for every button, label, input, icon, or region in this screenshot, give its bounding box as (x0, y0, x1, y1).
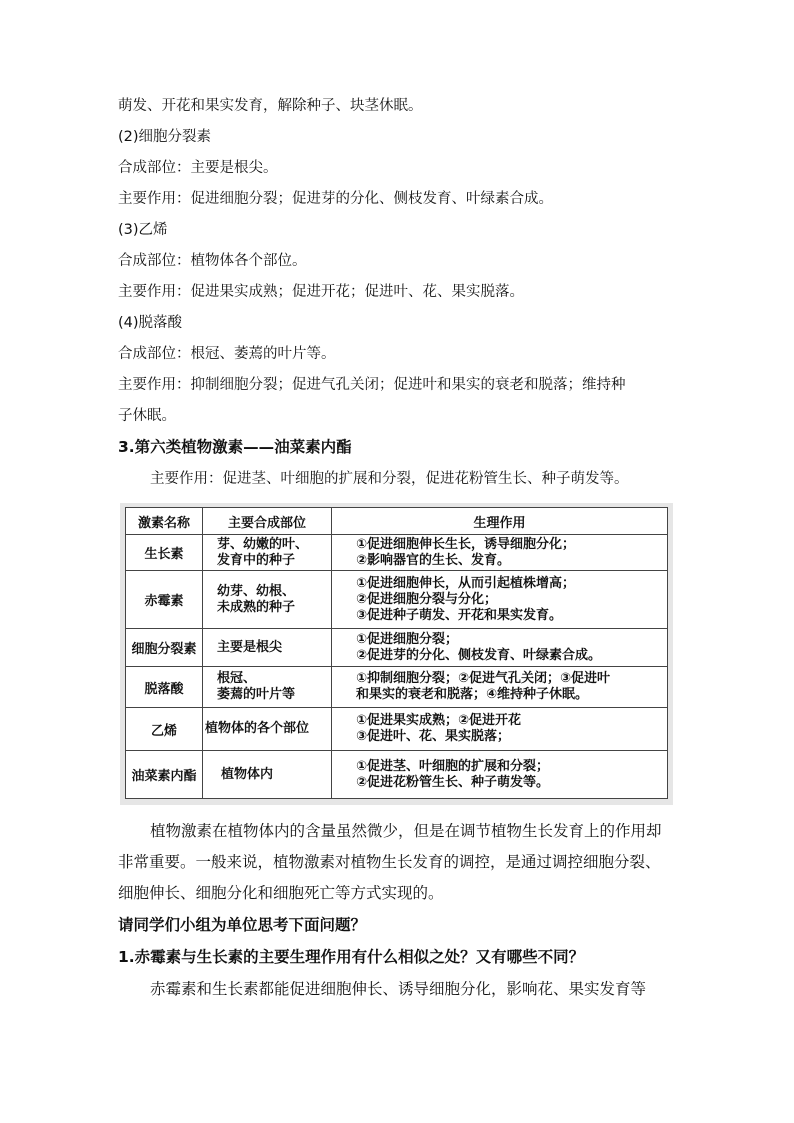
text-line: 萌发、开花和果实发育，解除种子、块茎休眠。 (118, 98, 423, 114)
text-line: 植物激素在植物体内的含量虽然微少，但是在调节植物生长发育上的作用却 (150, 822, 662, 840)
synthesis-site (203, 571, 332, 629)
answer-1-text: 赤霉素和生长素都能促进细胞伸长、诱导细胞分化，影响花、果实发育等 (150, 980, 647, 998)
text-line: 主要作用：促进茎、叶细胞的扩展和分裂，促进花粉管生长、种子萌发等。 (150, 471, 629, 487)
cell-text: 和果实的衰老和脱落；④维持种子休眠。 (356, 687, 589, 702)
cell-text: ②促进芽的分化、侧枝发育、叶绿素合成。 (356, 647, 602, 663)
table-row (126, 535, 668, 571)
text-line: 主要作用：促进果实成熟；促进开花；促进叶、花、果实脱落。 (118, 284, 524, 300)
cell-text: ③促进叶、花、果实脱落； (356, 729, 511, 744)
synthesis-site (203, 629, 332, 667)
hormone-name: 油菜素内酯 (126, 751, 203, 799)
hormone-name: 赤霉素 (126, 571, 203, 629)
text-line: 合成部位：主要是根尖。 (118, 160, 278, 176)
cell-text: 植物体内 (221, 766, 274, 782)
text-line: 非常重要。一般来说，植物激素对植物生长发育的调控，是通过调控细胞分裂、 (118, 853, 661, 871)
cell-text: ②促进花粉管生长、种子萌发等。 (356, 774, 550, 790)
hormone-name: 细胞分裂素 (126, 629, 203, 667)
text-line: 合成部位：植物体各个部位。 (118, 253, 307, 269)
cell-text: ①促进果实成熟；②促进开花 (356, 713, 522, 728)
column-header: 主要合成部位 (203, 508, 332, 535)
text-line: 主要作用：促进细胞分裂；促进芽的分化、侧枝发育、叶绿素合成。 (118, 191, 553, 207)
text-line: 细胞伸长、细胞分化和细胞死亡等方式实现的。 (118, 884, 444, 902)
physiological-function (332, 667, 668, 708)
synthesis-site (203, 667, 332, 708)
text-line: 主要作用：抑制细胞分裂；促进气孔关闭；促进叶和果实的衰老和脱落；维持种 (118, 377, 626, 393)
synthesis-site (203, 535, 332, 571)
cell-text: 植物体的各个部位 (205, 721, 310, 736)
section-heading-aba: (4)脱落酸 (118, 315, 183, 331)
cell-text: ①促进细胞伸长，从而引起植株增高； (356, 575, 576, 591)
cell-text: ①促进茎、叶细胞的扩展和分裂； (356, 758, 550, 774)
table-row (126, 667, 668, 708)
physiological-function (332, 629, 668, 667)
hormone-table (125, 507, 668, 799)
hormone-name: 脱落酸 (126, 667, 203, 708)
physiological-function (332, 708, 668, 751)
table-row (126, 629, 668, 667)
column-header: 生理作用 (332, 508, 668, 535)
table-header-row (126, 508, 668, 535)
hormone-name: 生长素 (126, 535, 203, 571)
cell-text: ②促进细胞分裂与分化； (356, 591, 498, 607)
section-heading-cytokinin: (2)细胞分裂素 (118, 129, 212, 145)
table-row (126, 708, 668, 751)
physiological-function (332, 751, 668, 799)
text-line: 合成部位：根冠、萎蔫的叶片等。 (118, 346, 336, 362)
physiological-function (332, 571, 668, 629)
cell-text: ①抑制细胞分裂；②促进气孔关闭；③促进叶 (356, 671, 611, 686)
cell-text: 未成熟的种子 (217, 599, 296, 615)
table-row (126, 751, 668, 799)
table-row (126, 571, 668, 629)
synthesis-site (203, 708, 332, 751)
cell-text: 萎蔫的叶片等 (217, 687, 296, 702)
physiological-function (332, 535, 668, 571)
cell-text: 根冠、 (217, 671, 257, 686)
section-heading-ethylene: (3)乙烯 (118, 222, 168, 238)
text-line: 子休眠。 (118, 408, 176, 424)
column-header: 激素名称 (126, 508, 203, 535)
cell-text: 幼芽、幼根、 (217, 583, 296, 599)
cell-text: ①促进细胞分裂； (356, 631, 459, 647)
cell-text: ③促进种子萌发、开花和果实发育。 (356, 607, 563, 623)
cell-text: ①促进细胞伸长生长，诱导细胞分化； (356, 536, 576, 552)
question-heading: 请同学们小组为单位思考下面问题？ (118, 916, 367, 934)
synthesis-site (203, 751, 332, 799)
cell-text: ②影响器官的生长、发育。 (356, 552, 511, 568)
hormone-table-frame (120, 503, 673, 805)
hormone-name: 乙烯 (126, 708, 203, 751)
cell-text: 发育中的种子 (217, 552, 296, 568)
cell-text: 主要是根尖 (217, 639, 283, 655)
question-1: 1.赤霉素与生长素的主要生理作用有什么相似之处？又有哪些不同？ (118, 948, 585, 966)
section-heading-brassinosteroid: 3.第六类植物激素——油菜素内酯 (118, 438, 352, 456)
cell-text: 芽、幼嫩的叶、 (217, 536, 309, 552)
